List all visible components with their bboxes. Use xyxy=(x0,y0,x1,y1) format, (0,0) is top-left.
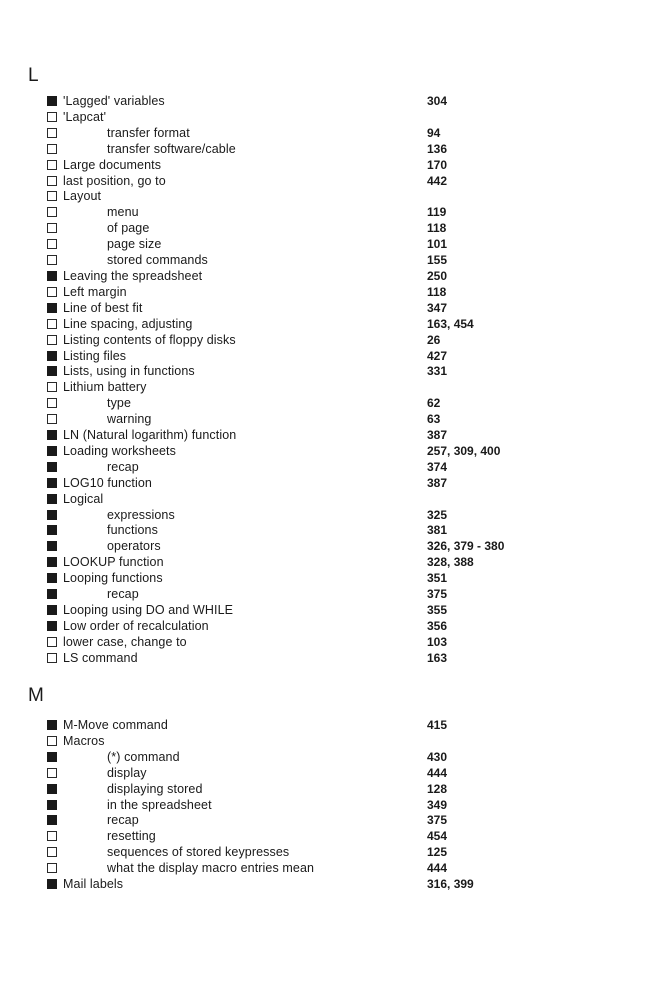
filled-square-icon xyxy=(47,494,57,504)
index-term: displaying stored xyxy=(107,781,203,796)
empty-square-icon xyxy=(47,736,57,746)
index-term: Mail labels xyxy=(63,877,124,892)
empty-square-icon xyxy=(47,768,57,778)
empty-square-icon xyxy=(47,382,57,392)
filled-square-icon xyxy=(47,815,57,825)
index-entry xyxy=(47,476,607,492)
index-entry xyxy=(47,412,607,428)
page-reference: 94 xyxy=(427,125,441,140)
filled-square-icon xyxy=(47,351,57,361)
page-reference: 351 xyxy=(427,571,448,586)
page-reference: 331 xyxy=(427,364,448,379)
page-reference: 119 xyxy=(427,205,447,220)
page-reference: 442 xyxy=(427,173,448,188)
index-entry xyxy=(47,221,607,237)
index-entry xyxy=(47,333,607,349)
page-reference: 304 xyxy=(427,94,448,108)
filled-square-icon xyxy=(47,621,57,631)
index-entry xyxy=(47,142,607,158)
index-term: LOG10 function xyxy=(63,475,152,490)
index-entry xyxy=(47,444,607,460)
index-list-l xyxy=(47,94,607,667)
page-reference: 101 xyxy=(427,237,448,252)
filled-square-icon xyxy=(47,720,57,730)
index-term: Looping using DO and WHILE xyxy=(63,603,234,617)
index-term: menu xyxy=(107,205,139,220)
index-entry xyxy=(47,523,607,539)
page-reference: 163, 454 xyxy=(427,316,474,331)
index-entry xyxy=(47,845,607,861)
section-heading-m: M xyxy=(28,685,44,706)
index-entry xyxy=(47,829,607,845)
index-entry xyxy=(47,269,607,285)
index-entry xyxy=(47,205,607,221)
index-term: transfer format xyxy=(107,125,190,140)
page-reference: 374 xyxy=(427,459,448,474)
page-reference: 63 xyxy=(427,412,441,427)
page-reference: 250 xyxy=(427,268,448,283)
page-reference: 155 xyxy=(427,253,448,268)
filled-square-icon xyxy=(47,430,57,440)
filled-square-icon xyxy=(47,478,57,488)
filled-square-icon xyxy=(47,541,57,551)
index-entry xyxy=(47,555,607,571)
empty-square-icon xyxy=(47,653,57,663)
page-reference: 62 xyxy=(427,396,441,411)
index-entry xyxy=(47,349,607,365)
filled-square-icon xyxy=(47,271,57,281)
section-heading-l: L xyxy=(28,65,39,86)
index-entry xyxy=(47,651,607,667)
index-term: transfer software/cable xyxy=(107,141,236,156)
filled-square-icon xyxy=(47,800,57,810)
index-term: Left margin xyxy=(63,284,127,299)
page-reference: 128 xyxy=(427,781,448,796)
empty-square-icon xyxy=(47,239,57,249)
index-entry xyxy=(47,285,607,301)
index-entry xyxy=(47,380,607,396)
index-term: 'Lagged' variables xyxy=(63,94,165,108)
page-reference: 375 xyxy=(427,813,448,828)
index-entry xyxy=(47,301,607,317)
empty-square-icon xyxy=(47,287,57,297)
index-term: Lists, using in functions xyxy=(63,364,195,379)
index-entry xyxy=(47,877,607,893)
index-term: Listing contents of floppy disks xyxy=(63,332,236,347)
index-entry xyxy=(47,861,607,877)
page-reference: 444 xyxy=(427,861,448,876)
index-term: of page xyxy=(107,221,150,236)
index-entry xyxy=(47,174,607,190)
empty-square-icon xyxy=(47,255,57,265)
page-reference: 444 xyxy=(427,765,448,780)
index-entry xyxy=(47,635,607,651)
index-entry xyxy=(47,813,607,829)
index-entry xyxy=(47,539,607,555)
index-term: LN (Natural logarithm) function xyxy=(63,428,237,443)
index-term: Macros xyxy=(63,733,105,748)
page-reference: 163 xyxy=(427,650,448,665)
filled-square-icon xyxy=(47,589,57,599)
page-reference: 170 xyxy=(427,157,448,172)
index-term: recap xyxy=(107,459,139,474)
page-reference: 454 xyxy=(427,829,448,844)
index-term: Leaving the spreadsheet xyxy=(63,268,203,283)
index-entry xyxy=(47,396,607,412)
page-reference: 316, 399 xyxy=(427,877,474,892)
page-reference: 387 xyxy=(427,475,448,490)
index-term: type xyxy=(107,396,132,411)
page-reference: 347 xyxy=(427,300,448,315)
index-entry xyxy=(47,619,607,635)
index-term: warning xyxy=(107,412,152,427)
index-entry xyxy=(47,94,607,110)
page-reference: 257, 309, 400 xyxy=(427,443,501,458)
index-term: Line of best fit xyxy=(63,300,143,315)
index-term: stored commands xyxy=(107,253,208,268)
empty-square-icon xyxy=(47,223,57,233)
index-entry xyxy=(47,460,607,476)
index-term: 'Lapcat' xyxy=(63,109,107,124)
index-term: expressions xyxy=(107,507,175,522)
index-entry xyxy=(47,508,607,524)
empty-square-icon xyxy=(47,128,57,138)
index-term: sequences of stored keypresses xyxy=(107,845,290,860)
index-term: functions xyxy=(107,523,158,538)
page-reference: 387 xyxy=(427,428,448,443)
empty-square-icon xyxy=(47,414,57,424)
index-term: operators xyxy=(107,539,161,554)
index-entry xyxy=(47,766,607,782)
index-term: lower case, change to xyxy=(63,634,187,649)
index-entry xyxy=(47,492,607,508)
page-reference: 103 xyxy=(427,634,448,649)
empty-square-icon xyxy=(47,847,57,857)
index-term: Lithium battery xyxy=(63,380,147,395)
page-reference: 356 xyxy=(427,618,448,633)
index-term: resetting xyxy=(107,829,156,844)
empty-square-icon xyxy=(47,335,57,345)
index-entry xyxy=(47,571,607,587)
page-reference: 118 xyxy=(427,284,447,299)
index-entry xyxy=(47,126,607,142)
empty-square-icon xyxy=(47,398,57,408)
filled-square-icon xyxy=(47,525,57,535)
index-term: Layout xyxy=(63,189,102,204)
page-reference: 355 xyxy=(427,603,448,617)
index-term: Loading worksheets xyxy=(63,443,176,458)
page-reference: 427 xyxy=(427,348,448,363)
index-entry xyxy=(47,798,607,814)
page-reference: 415 xyxy=(427,718,448,732)
filled-square-icon xyxy=(47,303,57,313)
page-reference: 26 xyxy=(427,332,441,347)
page-reference: 430 xyxy=(427,749,448,764)
index-term: Logical xyxy=(63,491,104,506)
empty-square-icon xyxy=(47,191,57,201)
filled-square-icon xyxy=(47,96,57,106)
page-reference: 349 xyxy=(427,797,448,812)
index-term: Line spacing, adjusting xyxy=(63,316,193,331)
page-reference: 136 xyxy=(427,141,448,156)
page-reference: 118 xyxy=(427,221,447,236)
empty-square-icon xyxy=(47,831,57,841)
page-reference: 326, 379 - 380 xyxy=(427,539,505,554)
index-term: Large documents xyxy=(63,157,162,172)
index-entry xyxy=(47,782,607,798)
filled-square-icon xyxy=(47,557,57,567)
empty-square-icon xyxy=(47,637,57,647)
index-term: LOOKUP function xyxy=(63,555,164,570)
filled-square-icon xyxy=(47,879,57,889)
filled-square-icon xyxy=(47,752,57,762)
filled-square-icon xyxy=(47,462,57,472)
index-entry xyxy=(47,317,607,333)
index-entry xyxy=(47,587,607,603)
index-entry xyxy=(47,750,607,766)
index-term: (*) command xyxy=(107,749,180,764)
filled-square-icon xyxy=(47,605,57,615)
index-term: in the spreadsheet xyxy=(107,797,212,812)
index-term: Listing files xyxy=(63,348,127,363)
index-entry xyxy=(47,158,607,174)
index-entry xyxy=(47,734,607,750)
page-reference: 381 xyxy=(427,523,448,538)
index-term: last position, go to xyxy=(63,173,166,188)
page-reference: 328, 388 xyxy=(427,555,474,570)
index-term: what the display macro entries mean xyxy=(107,861,315,876)
filled-square-icon xyxy=(47,510,57,520)
index-list-m xyxy=(47,718,607,893)
page-reference: 325 xyxy=(427,507,448,522)
index-term: display xyxy=(107,765,147,780)
index-term: page size xyxy=(107,237,162,252)
index-term: recap xyxy=(107,813,139,828)
empty-square-icon xyxy=(47,144,57,154)
empty-square-icon xyxy=(47,863,57,873)
filled-square-icon xyxy=(47,573,57,583)
page-reference: 125 xyxy=(427,845,448,860)
empty-square-icon xyxy=(47,207,57,217)
index-term: recap xyxy=(107,587,139,602)
filled-square-icon xyxy=(47,366,57,376)
index-term: Looping functions xyxy=(63,571,163,586)
index-term: M-Move command xyxy=(63,718,168,732)
index-entry xyxy=(47,110,607,126)
filled-square-icon xyxy=(47,446,57,456)
empty-square-icon xyxy=(47,160,57,170)
filled-square-icon xyxy=(47,784,57,794)
empty-square-icon xyxy=(47,176,57,186)
index-entry xyxy=(47,253,607,269)
index-term: Low order of recalculation xyxy=(63,618,209,633)
index-entry xyxy=(47,237,607,253)
index-entry xyxy=(47,603,607,619)
index-entry xyxy=(47,718,607,734)
index-term: LS command xyxy=(63,650,138,665)
index-entry xyxy=(47,189,607,205)
index-entry xyxy=(47,428,607,444)
empty-square-icon xyxy=(47,112,57,122)
page-reference: 375 xyxy=(427,587,448,602)
index-entry xyxy=(47,364,607,380)
empty-square-icon xyxy=(47,319,57,329)
